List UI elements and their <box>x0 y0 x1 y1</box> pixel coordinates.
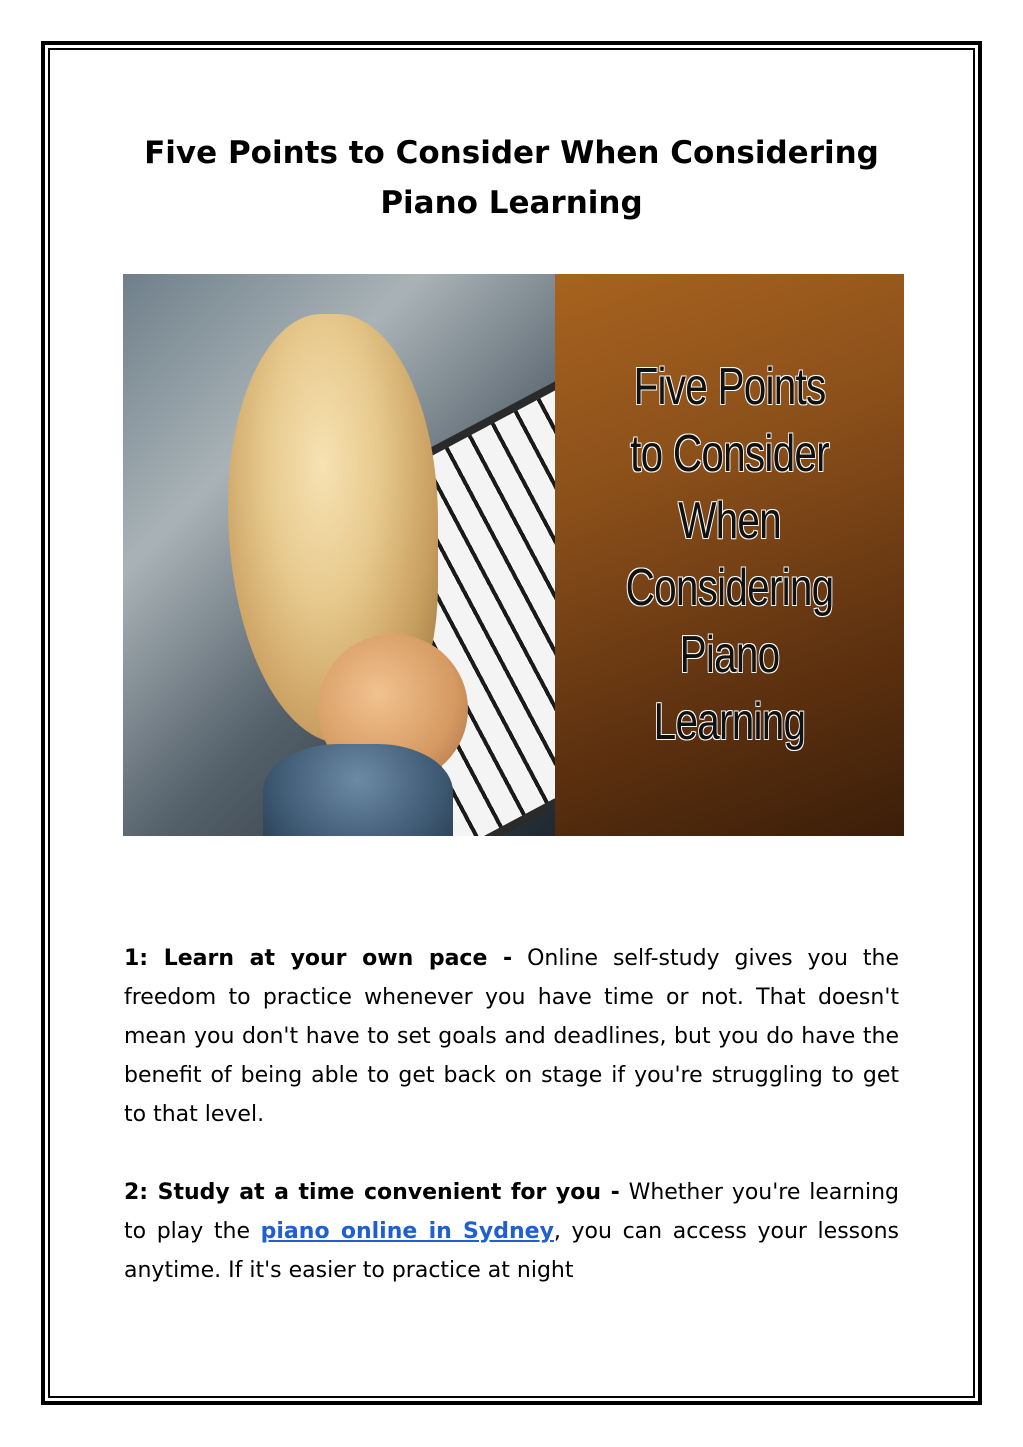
hero-line: Piano <box>679 626 780 684</box>
pianist-photo <box>123 274 555 836</box>
point-1-text: Online self-study gives you the freedom to practice whenever you have time or not. That doesn't mean you don't have to set goals and deadlines, but you do have the benefit of being able to get back on stage if you're struggling to get to that level. <box>124 946 899 1127</box>
piano-online-sydney-link[interactable]: piano online in Sydney <box>260 1219 554 1244</box>
hero-line: When <box>678 492 781 550</box>
point-2-paragraph <box>124 1173 899 1290</box>
point-2-heading: 2: Study at a time convenient for you - <box>124 1180 620 1205</box>
hero-line: Five Points <box>633 358 826 416</box>
point-2-text-after: , you can access your lessons anytime. If it's easier to practice at night <box>124 1219 899 1283</box>
hero-line: to Consider <box>630 425 829 483</box>
hero-title-text <box>593 354 865 756</box>
hero-title-panel <box>555 274 904 836</box>
point-1-paragraph <box>124 939 899 1134</box>
dress <box>263 744 453 836</box>
hero-image <box>123 274 904 836</box>
page-title: Five Points to Consider When Considering Piano Learning <box>144 135 879 221</box>
point-1-heading: 1: Learn at your own pace - <box>124 946 513 971</box>
point-2-text-before: Whether you're learning to play the <box>124 1180 899 1244</box>
hero-line: Considering <box>625 559 834 617</box>
hero-line: Learning <box>653 693 806 751</box>
